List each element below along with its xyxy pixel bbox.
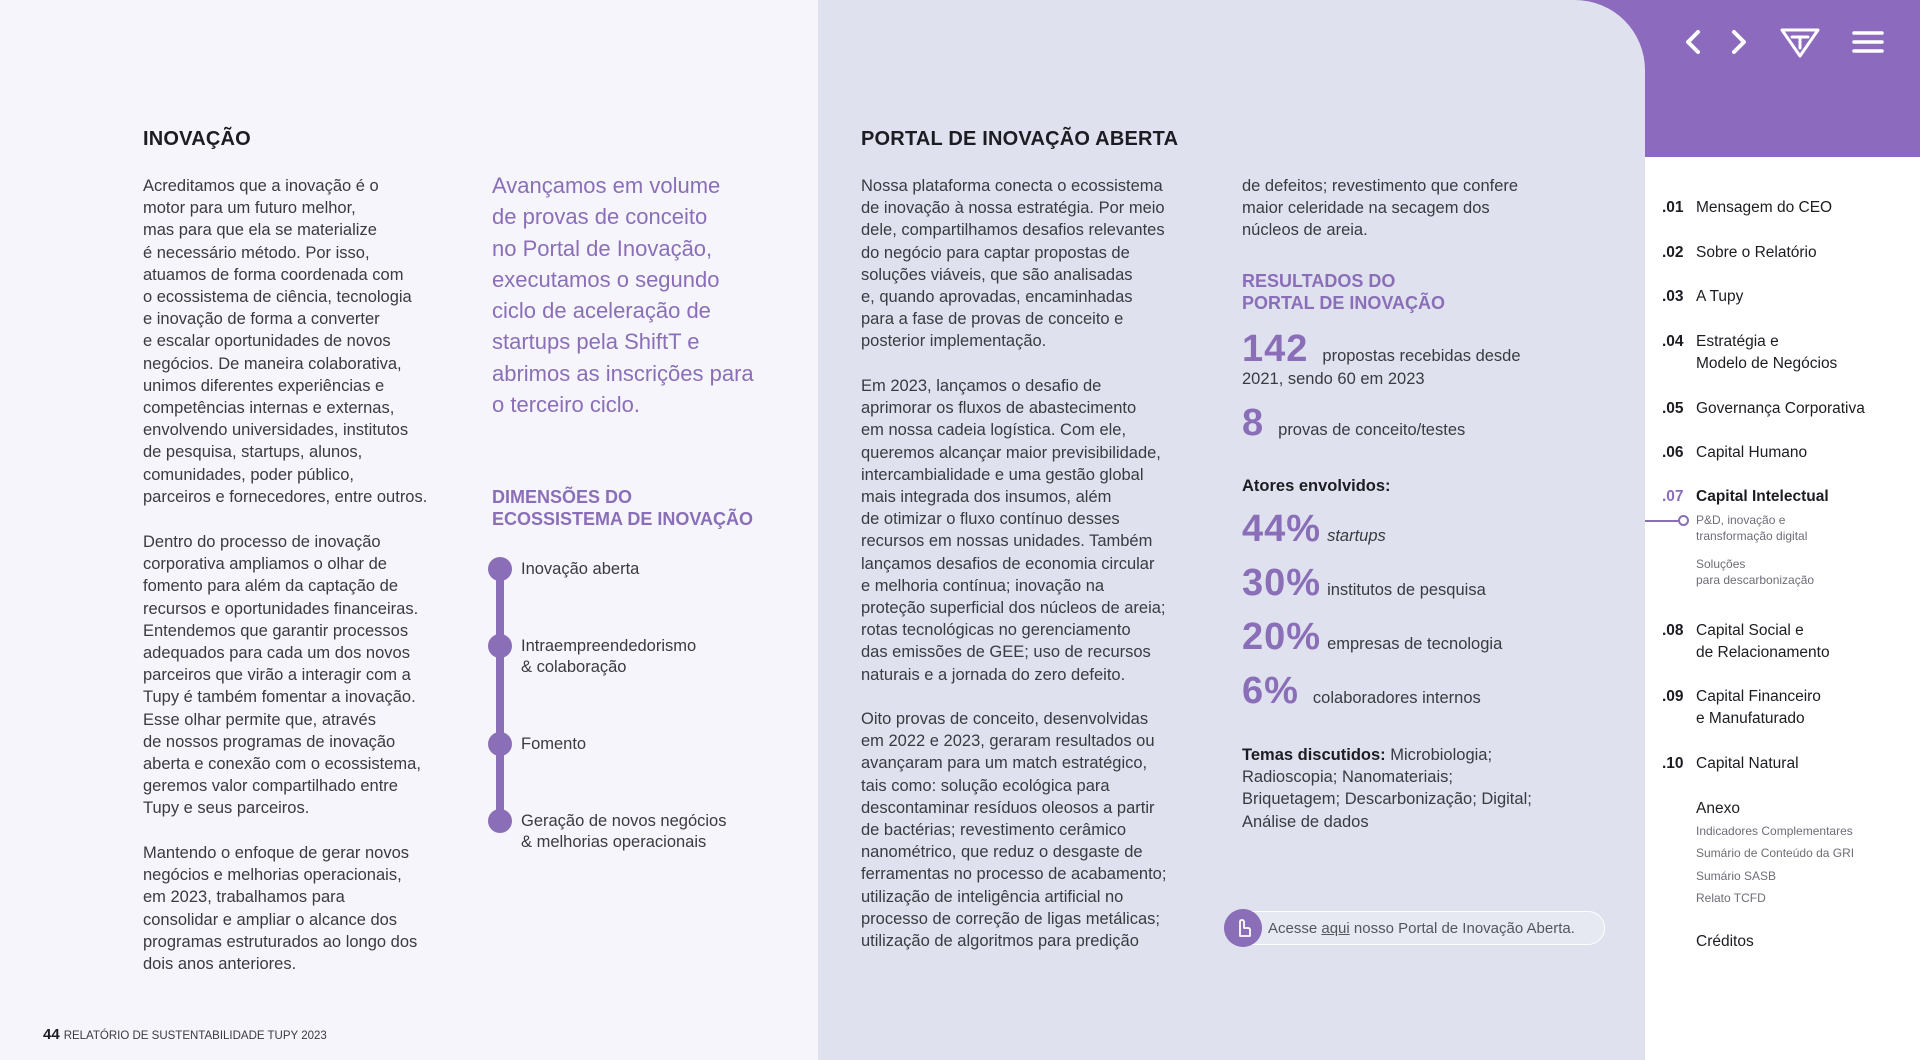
- innovation-paragraph-2: Dentro do processo de inovação corporativa ampliamos o olhar de fomento para além da captação de recursos e oportunidades financeiras. Entendemos que garantir processos adequados para cada um dos novos parceiros que virão a interagir com a Tupy é também fomentar a inovação. Esse olhar permite que, através de nossos programas de inovação aberta e conexão com o ecossistema, geremos valor compartilhado entre Tupy e seus parceiros.: [143, 533, 421, 818]
- nav-item-06[interactable]: [1662, 442, 1807, 464]
- nav-label: Capital Financeiro e Manufaturado: [1696, 688, 1821, 727]
- nav-annex-item[interactable]: Indicadores Complementares: [1696, 824, 1853, 838]
- timeline-line: [496, 568, 504, 822]
- report-title: RELATÓRIO DE SUSTENTABILIDADE TUPY 2023: [63, 1030, 327, 1042]
- page-footer: [43, 1026, 327, 1043]
- nav-label: Capital Natural: [1696, 755, 1799, 772]
- timeline-dot: [488, 634, 512, 658]
- nav-credits[interactable]: Créditos: [1696, 933, 1754, 950]
- portal-link-suffix: nosso Portal de Inovação Aberta.: [1353, 920, 1575, 937]
- nav-item-09[interactable]: [1662, 686, 1821, 730]
- topics-text: Microbiologia; Radioscopia; Nanomateriais; Briquetagem; Descarbonização; Digital; Análise de dados: [1242, 746, 1532, 831]
- actor-percent: 30%: [1242, 562, 1322, 604]
- nav-item-07-active[interactable]: [1662, 486, 1829, 508]
- portal-paragraph-1: Nossa plataforma conecta o ecossistema de inovação à nossa estratégia. Por meio dele, compartilhamos desafios relevantes do negócio para captar propostas de soluções viáveis, que são analisadas e, quando aprovadas, encaminhadas para a fase de provas de conceito e posterior implementação.: [861, 177, 1165, 351]
- nav-item-05[interactable]: [1662, 398, 1865, 420]
- actor-percent: 44%: [1242, 508, 1322, 550]
- nav-label: Sobre o Relatório: [1696, 244, 1817, 261]
- actor-label: startups: [1327, 527, 1386, 545]
- dimension-item: Fomento: [521, 735, 587, 753]
- nav-current-dot: [1678, 515, 1689, 526]
- topics-block: [1242, 744, 1592, 833]
- nav-number: .08: [1662, 622, 1684, 639]
- nav-number: .07: [1662, 488, 1684, 505]
- section-heading-innovation: INOVAÇÃO: [143, 128, 251, 150]
- portal-paragraph-3: Oito provas de conceito, desenvolvidas em 2022 e 2023, geraram resultados ou avançaram para um match estratégico, tais como: solução ecológica para descontaminar resíduos oleosos a partir de bactérias; revestimento cerâmico nanométrico, que reduz o desgaste de ferramentas no processo de acabamento; utilização de inteligência artificial no processo de correção de ligas metálicas; utilização de algoritmos para predição: [861, 710, 1167, 951]
- nav-annex-item[interactable]: Sumário SASB: [1696, 869, 1777, 883]
- timeline-dot: [488, 732, 512, 756]
- actor-row: [1242, 616, 1502, 659]
- dimension-item: Inovação aberta: [521, 560, 640, 578]
- nav-current-marker: [1645, 520, 1681, 522]
- nav-number: .10: [1662, 755, 1684, 772]
- nav-annex[interactable]: Anexo: [1696, 800, 1740, 817]
- portal-link-text[interactable]: [1268, 920, 1575, 937]
- nav-label: Mensagem do CEO: [1696, 199, 1833, 216]
- nav-number: .04: [1662, 333, 1684, 350]
- stat-proofs-text: provas de conceito/testes: [1278, 421, 1466, 439]
- innovation-paragraph-1: Acreditamos que a inovação é o motor para um futuro melhor, mas para que ela se materialize é necessário método. Por isso, atuamos de forma coordenada com o ecossistema de ciência, tecnologia e inovação de forma a converter e escalar oportunidades de novos negócios. De maneira colaborativa, unimos diferentes experiências e competências internas e externas, envolvendo universidades, institutos de pesquisa, startups, alunos, comunidades, poder público, parceiros e fornecedores, entre outros.: [143, 177, 428, 506]
- portal-paragraph-2: Em 2023, lançamos o desafio de aprimorar os fluxos de abastecimento em nossa cadeia logística. Com ele, queremos alcançar maior previsibilidade, intercambialidade e uma gestão global mais integrada dos insumos, além de otimizar o fluxo contínuo desses recursos em nossas unidades. Também lançamos desafios de economia circular e melhoria contínua; inovação na proteção superficial dos núcleos de areia; rotas tecnológicas no gerenciamento das emissões de GEE; uso de recursos naturais e a jornada do zero defeito.: [861, 377, 1166, 684]
- actor-label: empresas de tecnologia: [1327, 635, 1503, 653]
- timeline-dot: [488, 557, 512, 581]
- section-heading-portal: PORTAL DE INOVAÇÃO ABERTA: [861, 128, 1179, 150]
- nav-item-03[interactable]: [1662, 286, 1743, 308]
- nav-label: Capital Social e de Relacionamento: [1696, 622, 1830, 661]
- portal-link-here[interactable]: aqui: [1321, 920, 1350, 937]
- nav-label: Capital Humano: [1696, 444, 1808, 461]
- stat-proofs: [1242, 402, 1465, 445]
- topics-label: Temas discutidos:: [1242, 746, 1386, 764]
- nav-item-08[interactable]: [1662, 620, 1830, 664]
- nav-item-10[interactable]: [1662, 753, 1799, 775]
- results-heading: RESULTADOS DO PORTAL DE INOVAÇÃO: [1242, 271, 1446, 313]
- actor-row: [1242, 562, 1486, 605]
- nav-number: .05: [1662, 400, 1684, 417]
- nav-number: .06: [1662, 444, 1684, 461]
- stat-proposals: [1242, 328, 1521, 371]
- actor-label: colaboradores internos: [1312, 689, 1481, 707]
- portal-link-prefix: Acesse: [1268, 920, 1318, 937]
- portal-link-button[interactable]: [1225, 911, 1605, 945]
- nav-label: A Tupy: [1696, 288, 1744, 305]
- nav-label: Capital Intelectual: [1696, 488, 1829, 505]
- nav-subitem-rd[interactable]: P&D, inovação e transformação digital: [1696, 513, 1808, 543]
- stat-proofs-number: 8: [1242, 402, 1265, 444]
- stat-proposals-text: propostas recebidas desde: [1322, 347, 1521, 365]
- pull-quote: Avançamos em volume de provas de conceito no Portal de Inovação, executamos o segundo ciclo de aceleração de startups pela ShiftT e abrimos as inscrições para o terceiro ciclo.: [492, 173, 754, 418]
- actor-label: institutos de pesquisa: [1327, 581, 1486, 599]
- actors-label: Atores envolvidos:: [1242, 477, 1391, 495]
- timeline-dot: [488, 809, 512, 833]
- nav-number: .09: [1662, 688, 1684, 705]
- dimension-item: Geração de novos negócios & melhorias operacionais: [521, 812, 727, 851]
- nav-label: Estratégia e Modelo de Negócios: [1696, 333, 1838, 372]
- nav-number: .01: [1662, 199, 1684, 216]
- actor-percent: 6%: [1242, 670, 1299, 712]
- nav-annex-item[interactable]: Relato TCFD: [1696, 891, 1766, 905]
- dimensions-heading: DIMENSÕES DO ECOSSISTEMA DE INOVAÇÃO: [492, 487, 754, 529]
- nav-number: .03: [1662, 288, 1684, 305]
- tupy-logo-icon[interactable]: [1778, 24, 1822, 60]
- innovation-paragraph-3: Mantendo o enfoque de gerar novos negócios e melhorias operacionais, em 2023, trabalhamos para consolidar e ampliar o alcance dos programas estruturados ao longo dos dois anos anteriores.: [143, 844, 418, 974]
- dimension-item: Intraempreendedorismo & colaboração: [521, 637, 697, 676]
- stat-proposals-text-2: 2021, sendo 60 em 2023: [1242, 370, 1425, 388]
- nav-item-04[interactable]: [1662, 331, 1837, 375]
- stat-proposals-number: 142: [1242, 328, 1309, 370]
- actor-row: [1242, 670, 1481, 713]
- actor-row: [1242, 508, 1386, 551]
- menu-icon[interactable]: [1850, 24, 1886, 60]
- nav-subitem-decarbonization[interactable]: Soluções para descarbonização: [1696, 557, 1815, 587]
- nav-number: .02: [1662, 244, 1684, 261]
- chevron-left-icon[interactable]: [1676, 24, 1712, 60]
- nav-label: Governança Corporativa: [1696, 400, 1865, 417]
- nav-item-01[interactable]: [1662, 197, 1832, 219]
- page-number: 44: [43, 1026, 60, 1043]
- chevron-right-icon[interactable]: [1720, 24, 1756, 60]
- nav-item-02[interactable]: [1662, 242, 1817, 264]
- hand-pointer-icon[interactable]: [1224, 909, 1262, 947]
- actor-percent: 20%: [1242, 616, 1322, 658]
- portal-paragraph-continued: de defeitos; revestimento que confere maior celeridade na secagem dos núcleos de areia.: [1242, 177, 1519, 240]
- nav-annex-item[interactable]: Sumário de Conteúdo da GRI: [1696, 846, 1855, 860]
